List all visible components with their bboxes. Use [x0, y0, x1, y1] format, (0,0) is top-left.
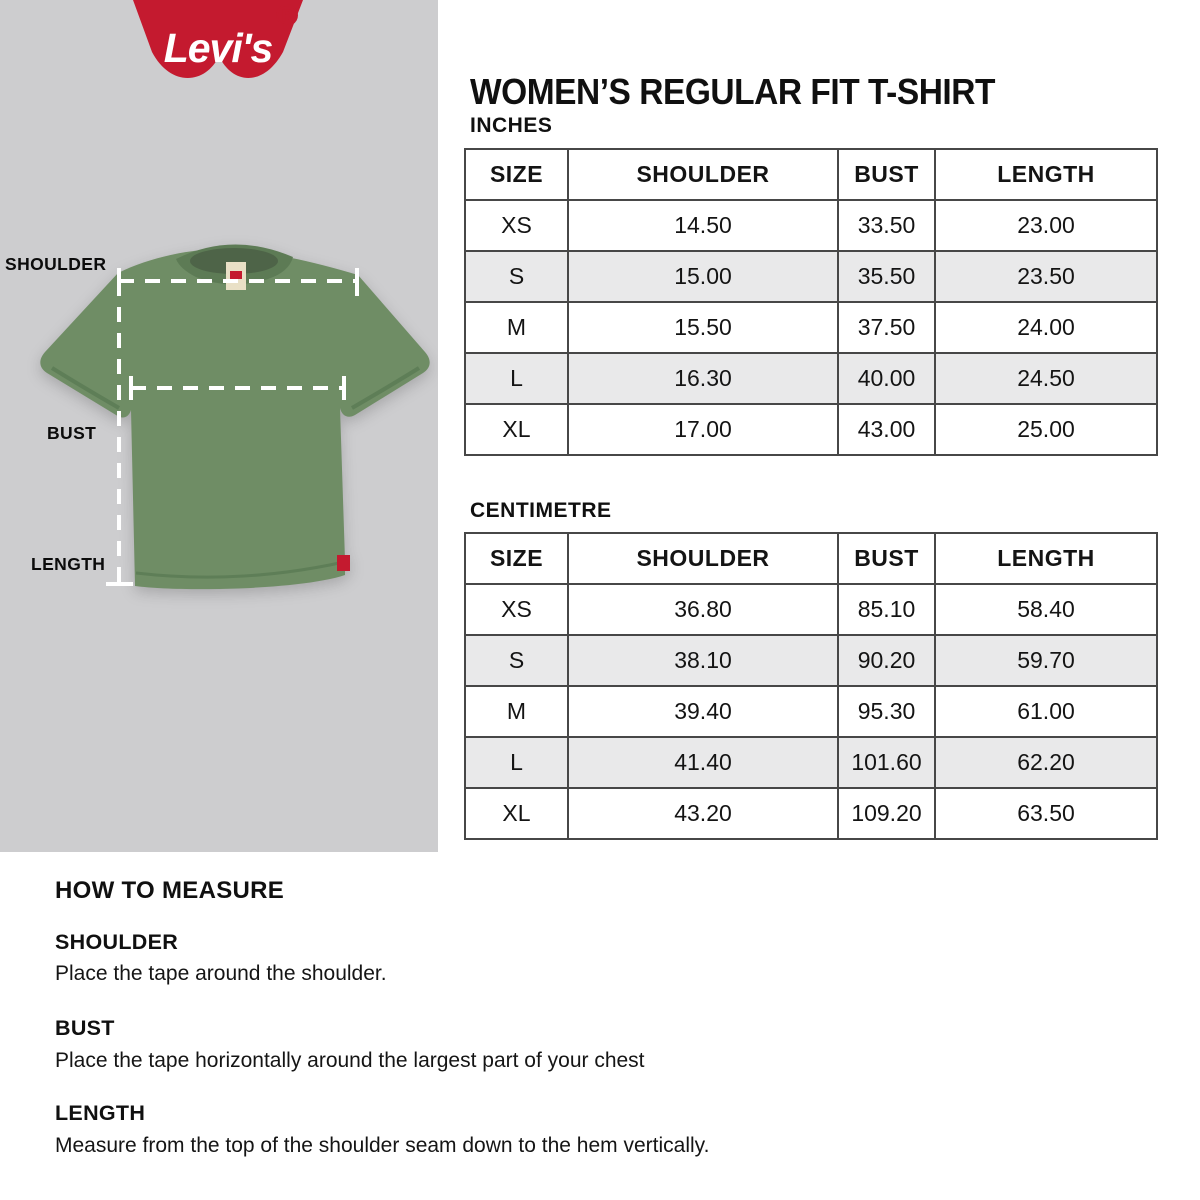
- size-row: [465, 635, 1157, 686]
- size-cell: 90.20: [838, 635, 935, 686]
- howto-shoulder-text: Place the tape around the shoulder.: [55, 962, 387, 985]
- column-header: LENGTH: [935, 149, 1157, 200]
- size-cell: 41.40: [568, 737, 838, 788]
- size-cell: S: [465, 635, 568, 686]
- size-cell: 15.00: [568, 251, 838, 302]
- size-cell: S: [465, 251, 568, 302]
- size-cell: 43.20: [568, 788, 838, 839]
- inches-size-table: [464, 148, 1158, 456]
- size-cell: XS: [465, 584, 568, 635]
- howto-bust-text: Place the tape horizontally around the largest part of your chest: [55, 1049, 645, 1072]
- page-title: WOMEN’S REGULAR FIT T-SHIRT: [470, 71, 995, 113]
- inches-header-row: [465, 149, 1157, 200]
- size-cell: 15.50: [568, 302, 838, 353]
- column-header: BUST: [838, 533, 935, 584]
- size-cell: 101.60: [838, 737, 935, 788]
- neck-label-red-tab-icon: [230, 271, 242, 279]
- howto-length-label: LENGTH: [55, 1101, 146, 1125]
- size-cell: 35.50: [838, 251, 935, 302]
- column-header: SIZE: [465, 149, 568, 200]
- levis-logo: [0, 0, 438, 130]
- levis-wordmark: Levi's: [163, 25, 273, 71]
- size-row: [465, 584, 1157, 635]
- column-header: BUST: [838, 149, 935, 200]
- tshirt-body: [40, 249, 429, 589]
- size-cell: 37.50: [838, 302, 935, 353]
- column-header: SHOULDER: [568, 533, 838, 584]
- centimetre-header-row: [465, 533, 1157, 584]
- bust-diagram-label: BUST: [47, 423, 97, 443]
- size-cell: 63.50: [935, 788, 1157, 839]
- how-to-measure-title: HOW TO MEASURE: [55, 877, 285, 904]
- size-cell: XL: [465, 788, 568, 839]
- size-cell: 59.70: [935, 635, 1157, 686]
- size-cell: 62.20: [935, 737, 1157, 788]
- size-row: [465, 788, 1157, 839]
- size-row: [465, 302, 1157, 353]
- diagram-panel: [0, 0, 438, 852]
- size-row: [465, 404, 1157, 455]
- size-cell: 39.40: [568, 686, 838, 737]
- size-cell: 25.00: [935, 404, 1157, 455]
- column-header: SHOULDER: [568, 149, 838, 200]
- size-cell: L: [465, 353, 568, 404]
- length-diagram-label: LENGTH: [31, 554, 106, 574]
- size-row: [465, 251, 1157, 302]
- size-cell: 24.50: [935, 353, 1157, 404]
- size-cell: 14.50: [568, 200, 838, 251]
- column-header: LENGTH: [935, 533, 1157, 584]
- size-cell: M: [465, 302, 568, 353]
- size-cell: 23.50: [935, 251, 1157, 302]
- howto-bust-label: BUST: [55, 1016, 115, 1040]
- inches-section-label: INCHES: [470, 114, 553, 137]
- size-row: [465, 686, 1157, 737]
- size-row: [465, 737, 1157, 788]
- size-row: [465, 353, 1157, 404]
- size-cell: L: [465, 737, 568, 788]
- howto-length-text: Measure from the top of the shoulder seam down to the hem vertically.: [55, 1134, 710, 1157]
- size-cell: 85.10: [838, 584, 935, 635]
- size-cell: 95.30: [838, 686, 935, 737]
- size-cell: 23.00: [935, 200, 1157, 251]
- size-row: [465, 200, 1157, 251]
- size-cell: 61.00: [935, 686, 1157, 737]
- size-cell: 36.80: [568, 584, 838, 635]
- size-cell: 38.10: [568, 635, 838, 686]
- size-cell: 16.30: [568, 353, 838, 404]
- size-cell: 43.00: [838, 404, 935, 455]
- size-cell: 40.00: [838, 353, 935, 404]
- size-cell: 33.50: [838, 200, 935, 251]
- centimetre-size-table: [464, 532, 1158, 840]
- size-cell: 58.40: [935, 584, 1157, 635]
- size-cell: XS: [465, 200, 568, 251]
- howto-shoulder-label: SHOULDER: [55, 930, 179, 954]
- size-cell: XL: [465, 404, 568, 455]
- size-cell: 17.00: [568, 404, 838, 455]
- tshirt-illustration: [40, 244, 429, 589]
- registered-mark-icon: ®: [275, 0, 299, 33]
- hem-red-tab-icon: [337, 555, 350, 571]
- size-cell: 109.20: [838, 788, 935, 839]
- shoulder-diagram-label: SHOULDER: [5, 254, 107, 274]
- size-cell: M: [465, 686, 568, 737]
- column-header: SIZE: [465, 533, 568, 584]
- centimetre-section-label: CENTIMETRE: [470, 499, 612, 522]
- size-cell: 24.00: [935, 302, 1157, 353]
